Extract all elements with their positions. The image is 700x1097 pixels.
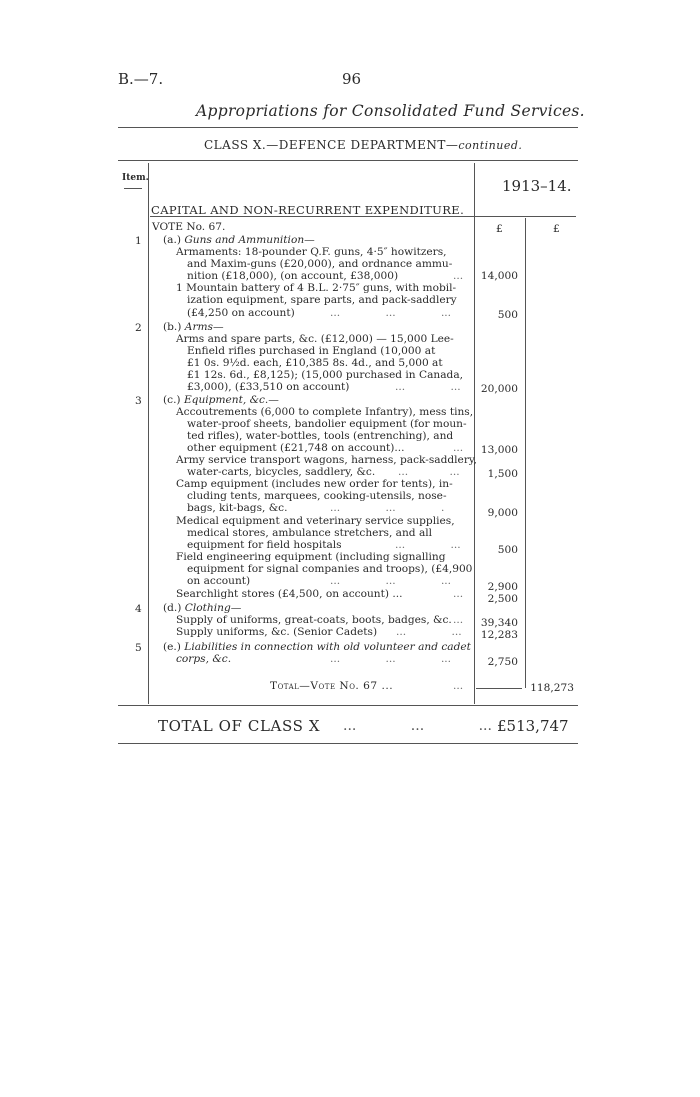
item-header-rule	[124, 188, 142, 189]
line-text: and Maxim-guns (£20,000), and ordnance ammu-	[187, 258, 453, 270]
currency-right: £	[553, 223, 560, 235]
amount-transport: 1,500	[487, 468, 518, 480]
line-text: bags, kit-bags, &c.	[187, 502, 288, 514]
amount-field-engineering: 2,900	[487, 581, 518, 593]
line-text: 1 Mountain battery of 4 B.L. 2·75″ guns, with mobil-	[176, 282, 457, 294]
line-text: (£4,250 on account)	[187, 307, 295, 319]
class-total-label: TOTAL OF CLASS X	[158, 717, 321, 735]
leader-dots: ...	[453, 680, 464, 692]
year-header: 1913–14.	[502, 177, 572, 195]
item-number: 1	[135, 235, 142, 247]
class-continued: continued.	[458, 139, 523, 152]
line-content: nition (£18,000), (on account, £38,000)	[187, 270, 399, 282]
line-text: other equipment (£21,748 on account)...	[187, 442, 405, 454]
item-prefix: (a.)	[163, 234, 185, 246]
line-text: equipment for field hospitals	[187, 539, 342, 551]
line-text: Enfield rifles purchased in England (10,000 at	[187, 345, 436, 357]
amount-uniforms: 39,340	[480, 617, 518, 629]
leader-dots: ... ... ...	[330, 653, 452, 665]
item-prefix: (c.)	[163, 394, 184, 406]
amount-searchlight: 2,500	[487, 593, 518, 605]
line-text: Camp equipment (includes new order for tents), in-	[176, 478, 453, 490]
leader-dots: ... ... ...	[330, 575, 452, 587]
item-column-header: Item.	[122, 173, 149, 183]
section-heading: CAPITAL AND NON-RECURRENT EXPENDITURE.	[151, 203, 465, 217]
line-text: Searchlight stores (£4,500, on account) ...	[176, 588, 403, 600]
line-text: Field engineering equipment (including signalling	[176, 551, 446, 563]
item-heading-text: Liabilities in connection with old volunteer and cadet	[184, 641, 471, 653]
item-prefix: (e.)	[163, 641, 185, 653]
line-text: Supply uniforms, &c. (Senior Cadets)	[176, 626, 378, 638]
leader-dots: ... ...	[396, 626, 462, 638]
document-reference: B.—7.	[118, 70, 164, 88]
item-column-line	[148, 163, 149, 704]
subtitle-rule	[118, 160, 578, 161]
amount-inner-line	[525, 218, 526, 688]
line-text: £1 0s. 9½d. each, £10,385 8s. 4d., and 5,000 at	[187, 357, 443, 369]
leader-dots: ...	[453, 270, 464, 282]
item-heading-text: Equipment, &c.—	[183, 394, 279, 406]
line-text: Armaments: 18-pounder Q.F. guns, 4·5″ howitzers,	[176, 246, 447, 258]
line-text: Supply of uniforms, great-coats, boots, badges, &c.	[176, 614, 452, 626]
amount-medical: 500	[497, 544, 518, 556]
item-prefix: (d.)	[163, 602, 185, 614]
item-heading-text: Arms—	[184, 321, 224, 333]
class-title	[204, 138, 522, 152]
item-heading-text: Clothing—	[184, 602, 242, 614]
leader-dots: ... ... .	[330, 502, 445, 514]
page-title: Appropriations for Consolidated Fund Services.	[196, 102, 585, 120]
line-text: Medical equipment and veterinary service supplies,	[176, 515, 455, 527]
item-heading-text: Guns and Ammunition—	[184, 234, 315, 246]
line-text	[176, 654, 231, 666]
item-number: 2	[135, 322, 142, 334]
leader-dots: ... ...	[395, 539, 461, 551]
amount-arms: 20,000	[480, 383, 518, 395]
title-rule	[118, 127, 578, 128]
line-text: medical stores, ambulance stretchers, and all	[187, 527, 433, 539]
line-text: £3,000), (£33,510 on account)	[187, 381, 350, 393]
amount-liabilities: 2,750	[487, 656, 518, 668]
line-text: on account)	[187, 575, 251, 587]
amount-column-line	[474, 163, 475, 704]
class-total-amount: £513,747	[497, 717, 569, 735]
leader-dots: ... ...	[395, 381, 461, 393]
leader-dots: ...	[453, 614, 464, 626]
page-number: 96	[342, 70, 362, 88]
item-number: 5	[135, 642, 142, 654]
table-bottom-rule	[118, 705, 578, 706]
total-vote-label: Total—Vote No. 67 ...	[270, 680, 394, 692]
line-text: cluding tents, marquees, cooking-utensils, nose-	[187, 490, 447, 502]
line-text: ization equipment, spare parts, and pack-saddlery	[187, 294, 457, 306]
item-number: 3	[135, 395, 142, 407]
leader-dots: ...	[453, 442, 464, 454]
line-text: ted rifles), water-bottles, tools (entrenching), and	[187, 430, 454, 442]
class-total-dots: ... ... ...	[343, 718, 492, 734]
vote-label: VOTE No. 67.	[152, 221, 226, 233]
amount-camp: 9,000	[487, 507, 518, 519]
amount-accoutrements: 13,000	[480, 444, 518, 456]
total-vote-rule	[476, 688, 522, 689]
leader-dots: ...	[453, 588, 464, 600]
amount-mountain-battery: 500	[497, 309, 518, 321]
total-vote-amount: 118,273	[530, 682, 574, 694]
line-text: £1 12s. 6d., £8,125); (15,000 purchased in Canada,	[187, 369, 464, 381]
currency-left: £	[496, 223, 503, 235]
item-number: 4	[135, 603, 142, 615]
line-content: corps, &c.	[176, 653, 232, 665]
line-text: water-proof sheets, bandolier equipment (for moun-	[187, 418, 467, 430]
line-text: equipment for signal companies and troops), (£4,900	[187, 563, 473, 575]
leader-dots: ... ...	[398, 466, 460, 478]
class-total-rule	[118, 743, 578, 744]
leader-dots: ... ... ...	[330, 307, 452, 319]
line-text: water-carts, bicycles, saddlery, &c.	[187, 466, 376, 478]
line-text: Arms and spare parts, &c. (£12,000) — 15,000 Lee-	[176, 333, 454, 345]
item-prefix: (b.)	[163, 321, 185, 333]
line-text: Army service transport wagons, harness, pack-saddlery,	[176, 454, 477, 466]
line-text: Accoutrements (6,000 to complete Infantry), mess tins,	[176, 406, 474, 418]
amount-senior-cadets: 12,283	[480, 629, 518, 641]
class-title-text: CLASS X.—DEFENCE DEPARTMENT—	[204, 138, 459, 152]
amount-armaments: 14,000	[480, 270, 518, 282]
